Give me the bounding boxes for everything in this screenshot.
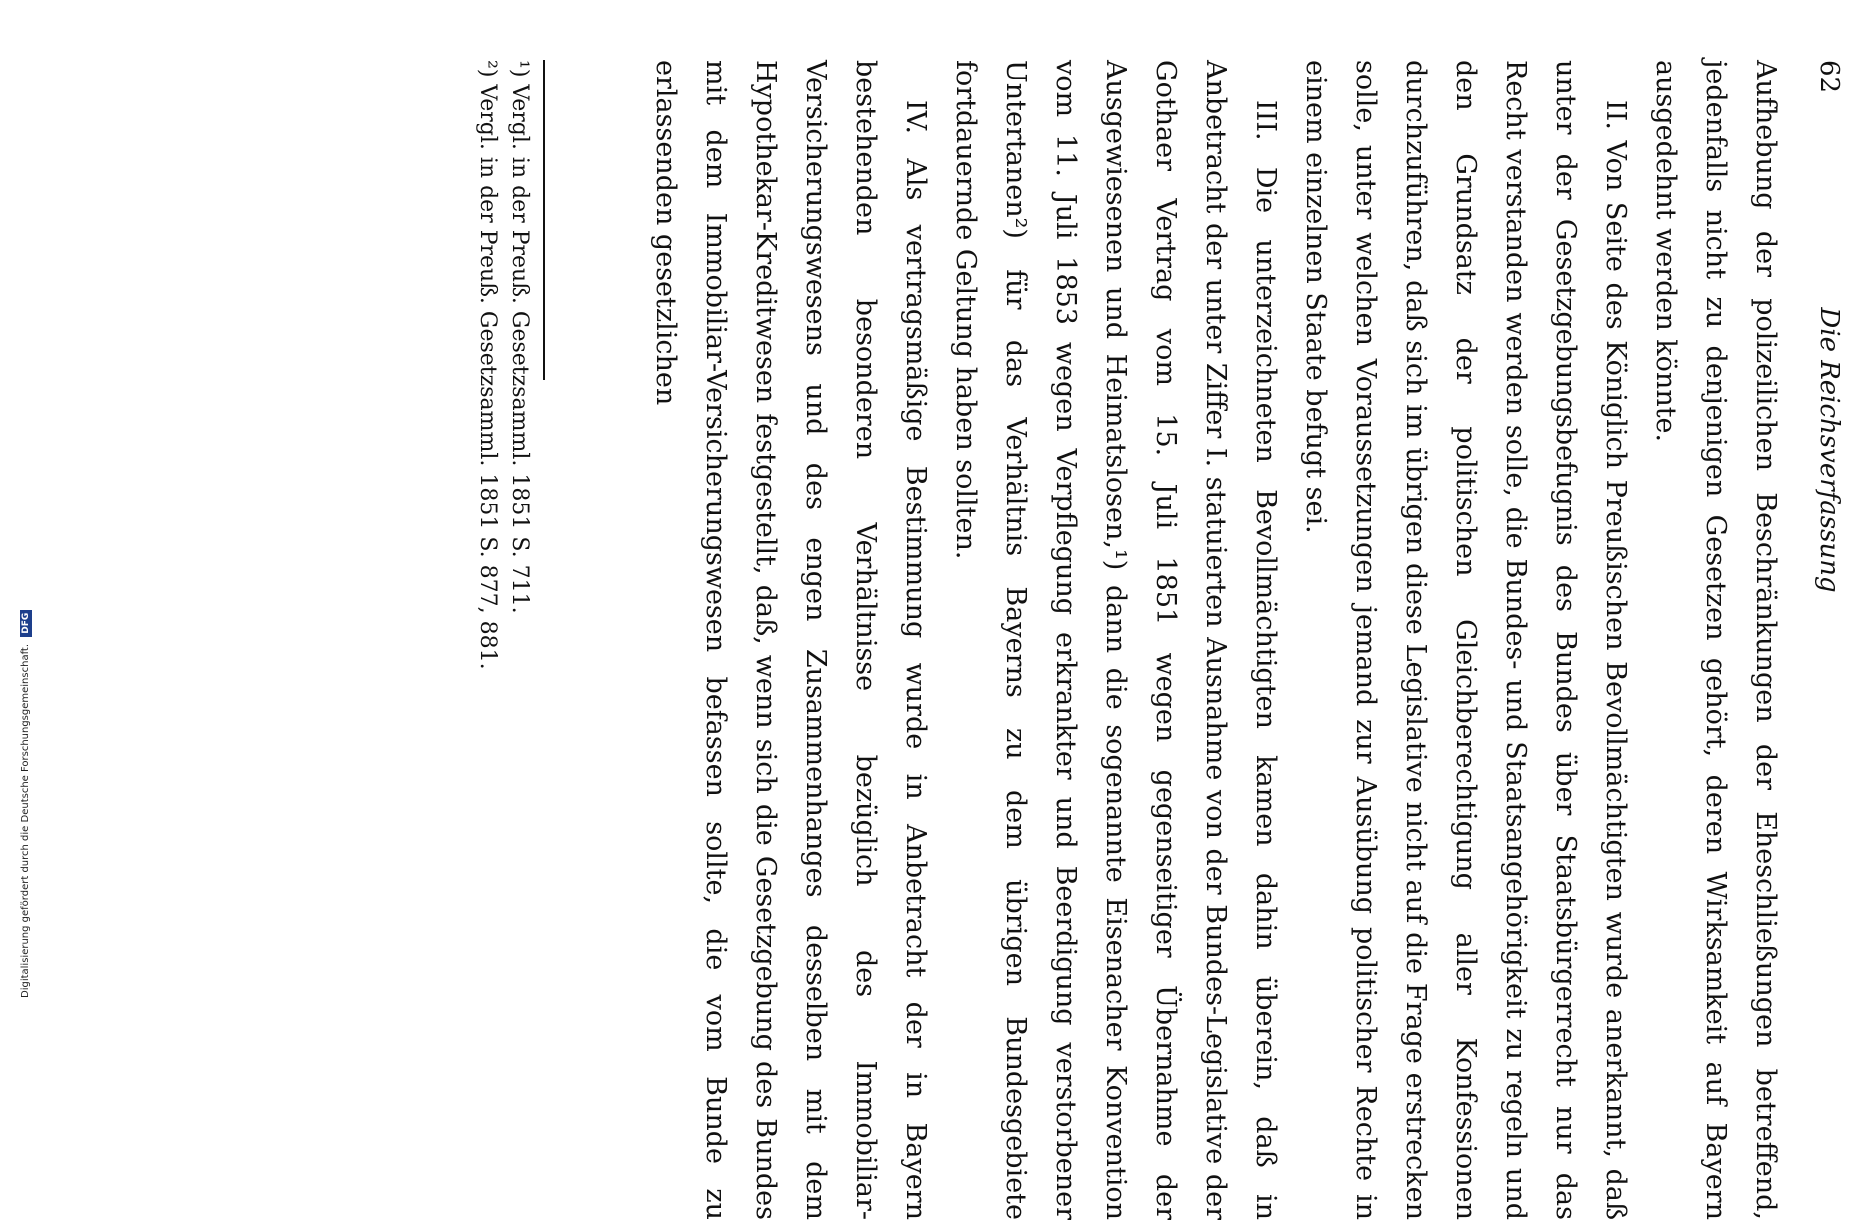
paragraph-continuation: Aufhebung der polizeilichen Beschränkungen der Eheschließungen betreffend, jedenfalls nicht zu denjenigen Gesetzen gehört, deren Wirksamkeit auf Bayern ausgedehnt werden könnte. [1650, 60, 1781, 1220]
paragraph-section-ii: II. Von Seite des Königlich Preußischen Bevollmächtigten wurde anerkannt, daß unter der Gesetzgebungsbefugnis des Bundes über Staatsbürgerrecht nur das Recht verstanden werden solle, die Bundes- und Staatsangehörigkeit zu regeln und den Grundsatz der politischen Gleichberechtigung aller Konfessionen durchzuführen, daß sich im übrigen diese Legislative nicht auf die Frage erstrecken solle, unter welchen Voraussetzungen jemand zur Ausübung politischer Rechte in einem einzelnen Staate befugt sei. [1300, 60, 1631, 1220]
credit-text: Digitalisierung gefördert durch die Deutsche Forschungsgemeinschaft. [20, 643, 31, 998]
footnotes [471, 60, 535, 960]
page-number: 62 [1814, 60, 1844, 94]
rotated-text-block [260, 0, 1850, 1220]
footnote-2: ²) Vergl. in der Preuß. Gesetzsamml. 1851 S. 877, 881. [475, 60, 500, 670]
footnote-1: ¹) Vergl. in der Preuß. Gesetzsamml. 1851 S. 711. [507, 60, 532, 614]
paragraph-section-iv: IV. Als vertragsmäßige Bestimmung wurde in Anbetracht der in Bayern bestehenden besonderen Verhältnisse bezüglich des Immobiliar-Versicherungswesens und des engen Zusammenhanges desselben mit dem Hypothekar-Kreditwesen festgestellt, daß, wenn sich die Gesetzgebung des Bundes mit dem Immobiliar-Versicherungswesen befassen sollte, die vom Bunde zu erlassenden gesetzlichen [650, 60, 931, 1220]
paragraph-section-iii: III. Die unterzeichneten Bevollmächtigten kamen dahin überein, daß in Anbetracht der unter Ziffer I. statuierten Ausnahme von der Bundes-Legislative der Gothaer Vertrag vom 15. Juli 1851 wegen gegenseitiger Übernahme der Ausgewiesenen und Heimatslosen,¹) dann die sogenannte Eisenacher Konvention vom 11. Juli 1853 wegen Verpflegung erkrankter und Beerdigung verstorbener Untertanen²) für das Verhältnis Bayerns zu dem übrigen Bundesgebiete fortdauernde Geltung haben sollten. [950, 60, 1281, 1220]
dfg-logo-icon: DFG [20, 610, 32, 637]
running-header [1810, 0, 1850, 900]
running-title: Die Reichsverfassung [1814, 307, 1844, 593]
footnote-divider [543, 60, 545, 380]
body-text [640, 60, 1790, 1220]
digitization-credit [20, 610, 32, 998]
